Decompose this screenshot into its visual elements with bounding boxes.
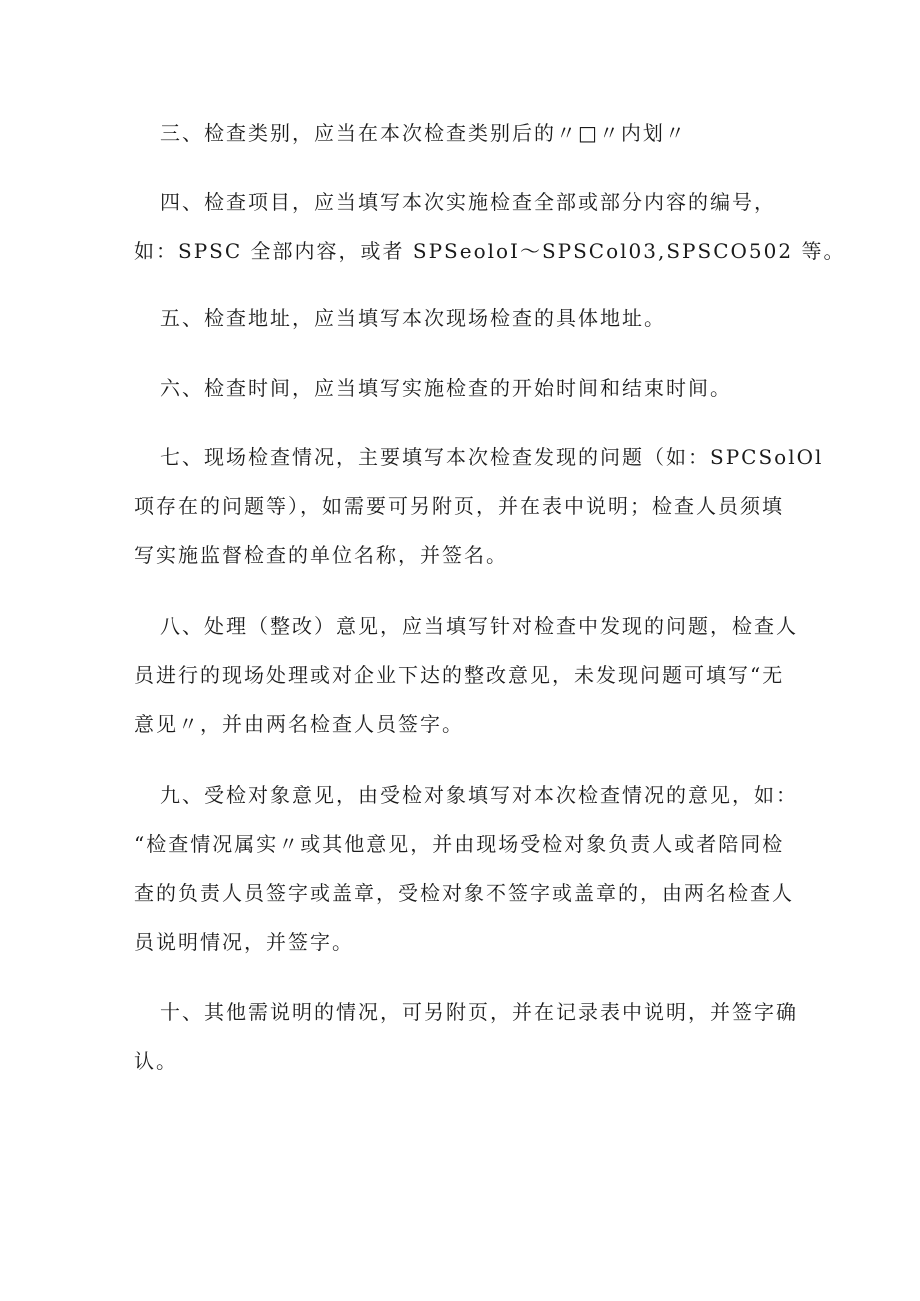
paragraph-item-6 [134,364,794,413]
text-line: 查的负责人员签字或盖章，受检对象不签字或盖章的，由两名检查人 [134,881,794,905]
paragraph-item-9 [134,771,798,967]
text-line: 项存在的问题等），如需要可另附页，并在表中说明；检查人员须填 [134,494,784,518]
text-line: 十、其他需说明的情况，可另附页，并在记录表中说明，并签字确 [160,1000,798,1024]
text-line: 五、检查地址，应当填写本次现场检查的具体地址。 [160,306,666,330]
paragraph-item-3 [134,109,794,158]
text-line: 八、处理（整改）意见，应当填写针对检查中发现的问题，检查人 [160,614,798,638]
text-line: 写实施监督检查的单位名称，并签名。 [134,543,508,567]
text-line: 如：SPSC 全部内容，或者 SPSeoloI～SPSCol03,SPSCO502 等。 [134,239,846,263]
text-line: 四、检查项目，应当填写本次实施检查全部或部分内容的编号， [160,190,776,214]
text-line: 七、现场检查情况，主要填写本次检查发现的问题（如：SPCSolOl [160,445,824,469]
text-line: “检查情况属实〃或其他意见，并由现场受检对象负责人或者陪同检 [134,832,785,856]
paragraph-item-8 [134,602,798,749]
text-line: 认。 [134,1049,178,1073]
text-line: 员进行的现场处理或对企业下达的整改意见，未发现问题可填写“无 [134,663,785,687]
text-line: 六、检查时间，应当填写实施检查的开始时间和结束时间。 [160,376,732,400]
text-line: 三、检查类别，应当在本次检查类别后的〃□〃内划〃 [160,121,687,145]
text-line: 意见〃，并由两名检查人员签字。 [134,712,464,736]
paragraph-item-5 [134,294,794,343]
text-line: 员说明情况，并签字。 [134,930,354,954]
paragraph-item-10 [134,988,798,1086]
paragraph-item-7 [134,433,824,580]
text-line: 九、受检对象意见，由受检对象填写对本次检查情况的意见，如： [160,783,798,807]
paragraph-item-4 [134,178,846,276]
